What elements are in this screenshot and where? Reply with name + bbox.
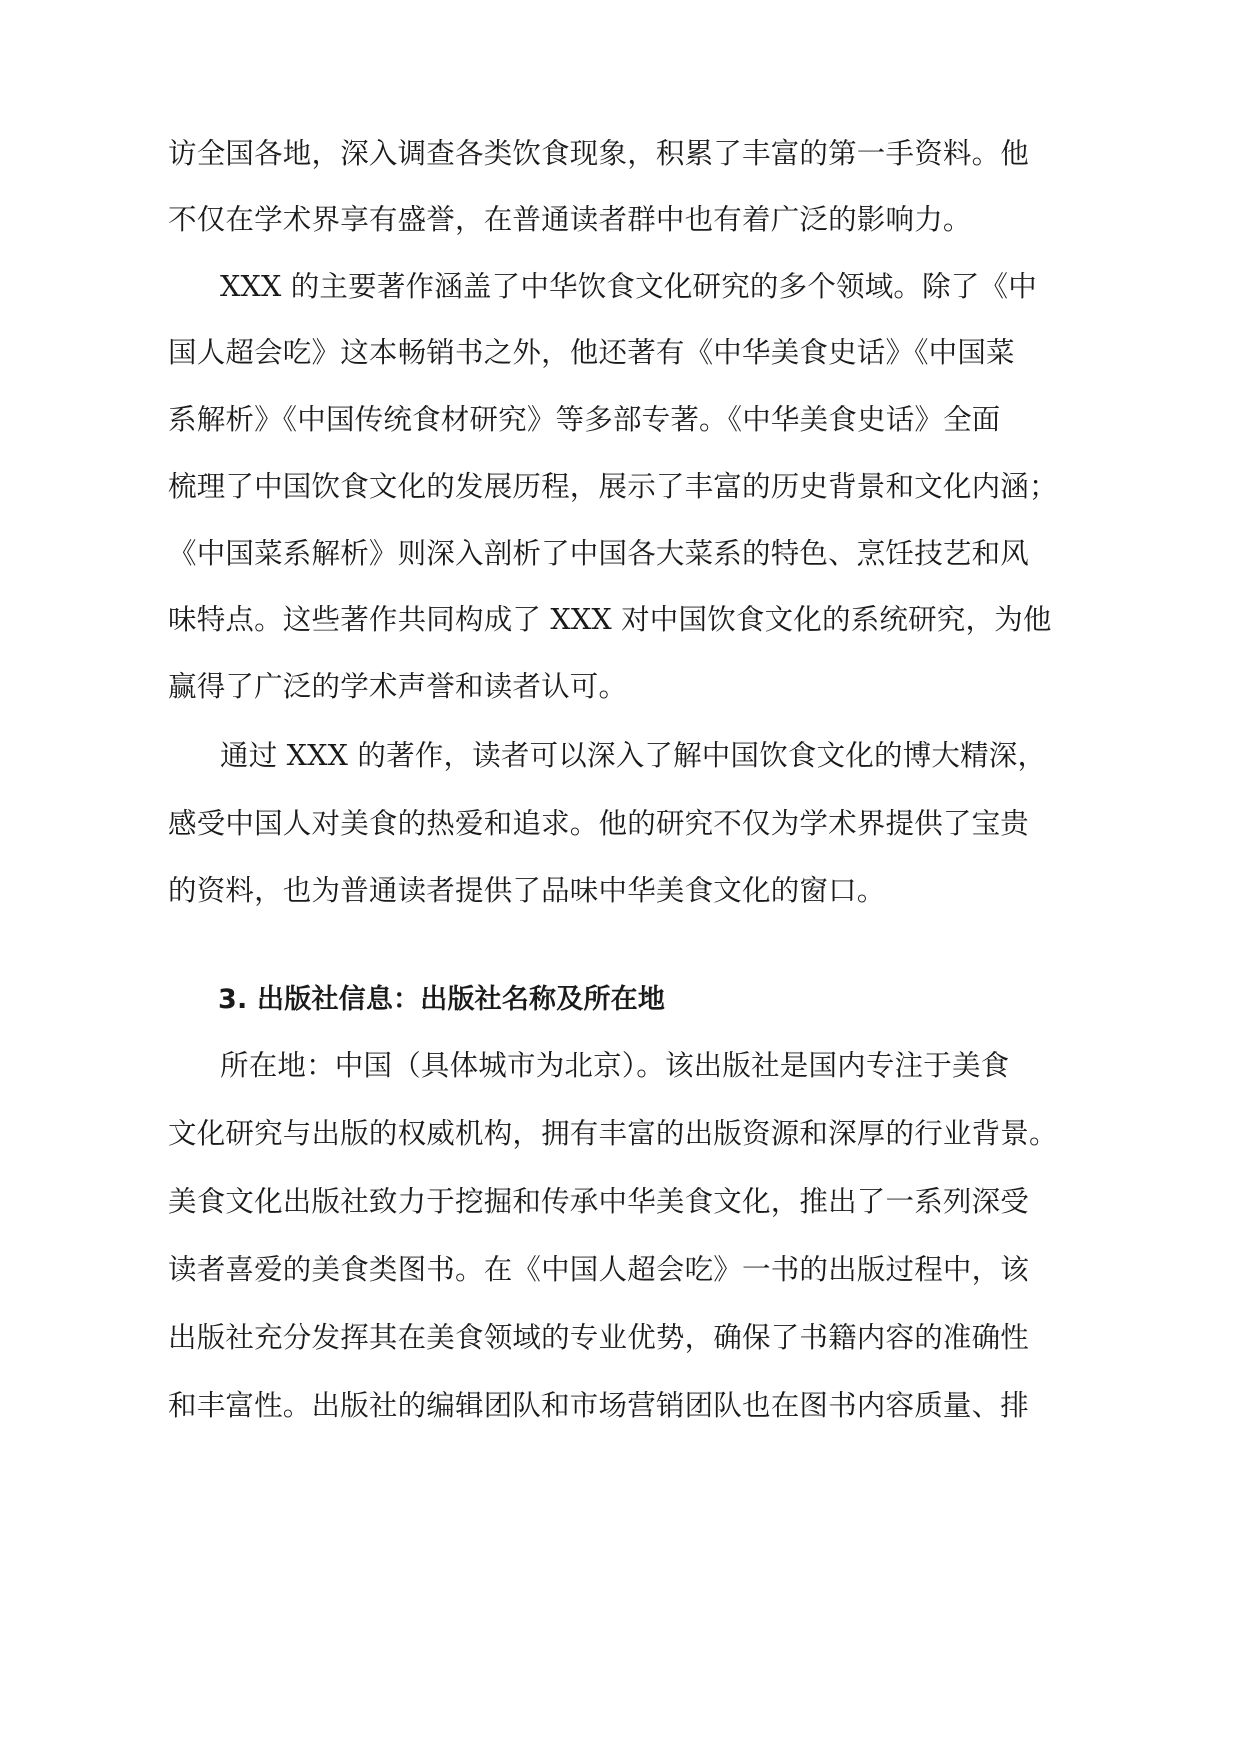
text-line: 赢得了广泛的学术声誉和读者认可。 <box>168 670 628 703</box>
text-line: 出版社充分发挥其在美食领域的专业优势，确保了书籍内容的准确性 <box>168 1321 1030 1354</box>
text-line: 国人超会吃》这本畅销书之外，他还著有《中华美食史话》《中国菜 <box>168 336 1015 369</box>
text-line: 《中国菜系解析》则深入剖析了中国各大菜系的特色、烹饪技艺和风 <box>168 537 1030 570</box>
text-line: 所在地：中国（具体城市为北京）。该出版社是国内专注于美食 <box>220 1049 1010 1082</box>
text-line: 感受中国人对美食的热爱和追求。他的研究不仅为学术界提供了宝贵 <box>168 807 1030 840</box>
text-line: 梳理了中国饮食文化的发展历程，展示了丰富的历史背景和文化内涵； <box>168 470 1058 503</box>
text-line: 美食文化出版社致力于挖掘和传承中华美食文化，推出了一系列深受 <box>168 1185 1030 1218</box>
text-line: 味特点。这些著作共同构成了 XXX 对中国饮食文化的系统研究，为他 <box>168 603 1052 636</box>
text-line: 文化研究与出版的权威机构，拥有丰富的出版资源和深厚的行业背景。 <box>168 1117 1058 1150</box>
text-line: 的资料，也为普通读者提供了品味中华美食文化的窗口。 <box>168 874 886 907</box>
text-line: 不仅在学术界享有盛誉，在普通读者群中也有着广泛的影响力。 <box>168 203 972 236</box>
text-line: 访全国各地，深入调查各类饮食现象，积累了丰富的第一手资料。他 <box>168 137 1030 170</box>
text-line: 系解析》《中国传统食材研究》等多部专著。《中华美食史话》全面 <box>168 403 1001 436</box>
text-line: 通过 XXX 的著作，读者可以深入了解中国饮食文化的博大精深， <box>220 739 1047 772</box>
section-heading-publisher: 3. 出版社信息：出版社名称及所在地 <box>218 984 666 1015</box>
text-line: 和丰富性。出版社的编辑团队和市场营销团队也在图书内容质量、排 <box>168 1389 1030 1422</box>
text-line: XXX 的主要著作涵盖了中华饮食文化研究的多个领域。除了《中 <box>220 270 1037 303</box>
text-line: 读者喜爱的美食类图书。在《中国人超会吃》一书的出版过程中，该 <box>168 1253 1030 1286</box>
